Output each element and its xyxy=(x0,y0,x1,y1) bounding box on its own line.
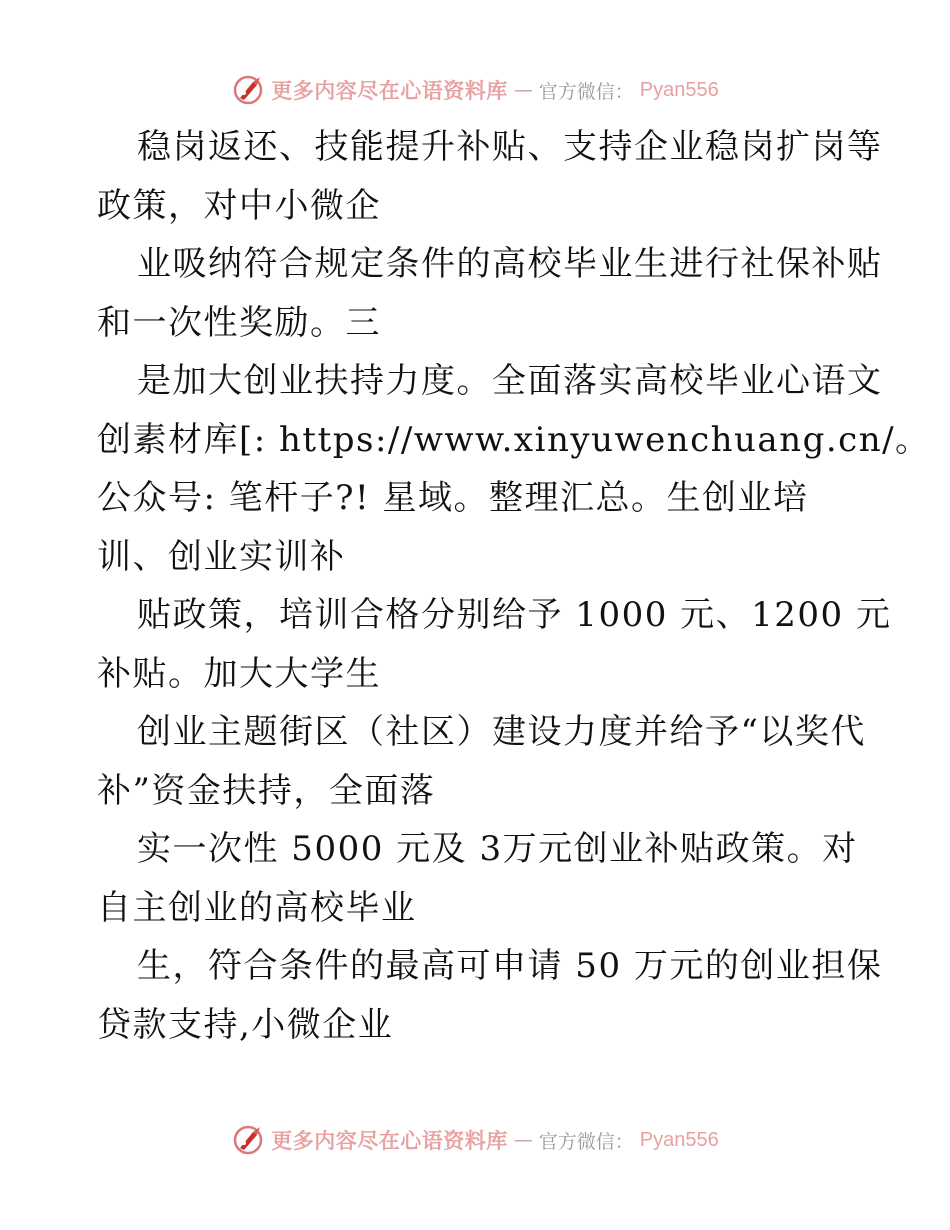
text-line: 贴政策，培训合格分别给予 1000 元、1200 元 xyxy=(137,595,892,635)
text-line: 创业主题街区（社区）建设力度并给予“以奖代 xyxy=(137,712,866,752)
text-line: 贷款支持,小微企业 xyxy=(97,1004,394,1045)
text-line: 是加大创业扶持力度。全面落实高校毕业心语文 xyxy=(137,361,883,401)
text-line: 创素材库[: https://www.xinyuwenchuang.cn/。 xyxy=(97,419,931,460)
text-line: 补”资金扶持，全面落 xyxy=(97,770,436,811)
header-banner xyxy=(0,70,950,110)
banner-separator: — xyxy=(513,79,533,101)
banner-wechat-label: 官方微信： xyxy=(538,80,634,103)
banner-wechat-label: 官方微信： xyxy=(538,1130,634,1153)
banner-separator: — xyxy=(513,1129,533,1151)
banner-wechat-id: Pyan556 xyxy=(639,78,719,101)
banner-title: 更多内容尽在心语资料库 xyxy=(271,1128,508,1153)
document-body xyxy=(97,118,931,1054)
header-banner-content xyxy=(231,73,718,107)
quill-logo-icon xyxy=(231,1123,265,1157)
banner-title: 更多内容尽在心语资料库 xyxy=(271,78,508,103)
text-line: 实一次性 5000 元及 3万元创业补贴政策。对 xyxy=(137,829,858,869)
text-line: 和一次性奖励。三 xyxy=(97,302,381,343)
text-line: 生，符合条件的最高可申请 50 万元的创业担保 xyxy=(137,946,883,986)
quill-logo-icon xyxy=(231,73,265,107)
text-line: 自主创业的高校毕业 xyxy=(97,887,417,928)
text-line: 稳岗返还、技能提升补贴、支持企业稳岗扩岗等 xyxy=(137,127,883,167)
text-line: 公众号: 笔杆子?! 星域。整理汇总。生创业培 xyxy=(97,478,809,518)
footer-banner-content xyxy=(231,1123,718,1157)
text-line: 业吸纳符合规定条件的高校毕业生进行社保补贴 xyxy=(137,244,883,284)
banner-wechat-id: Pyan556 xyxy=(639,1128,719,1151)
footer-banner xyxy=(0,1120,950,1160)
text-line: 补贴。加大大学生 xyxy=(97,653,381,694)
text-line: 训、创业实训补 xyxy=(97,536,346,577)
text-line: 政策，对中小微企 xyxy=(97,185,381,226)
